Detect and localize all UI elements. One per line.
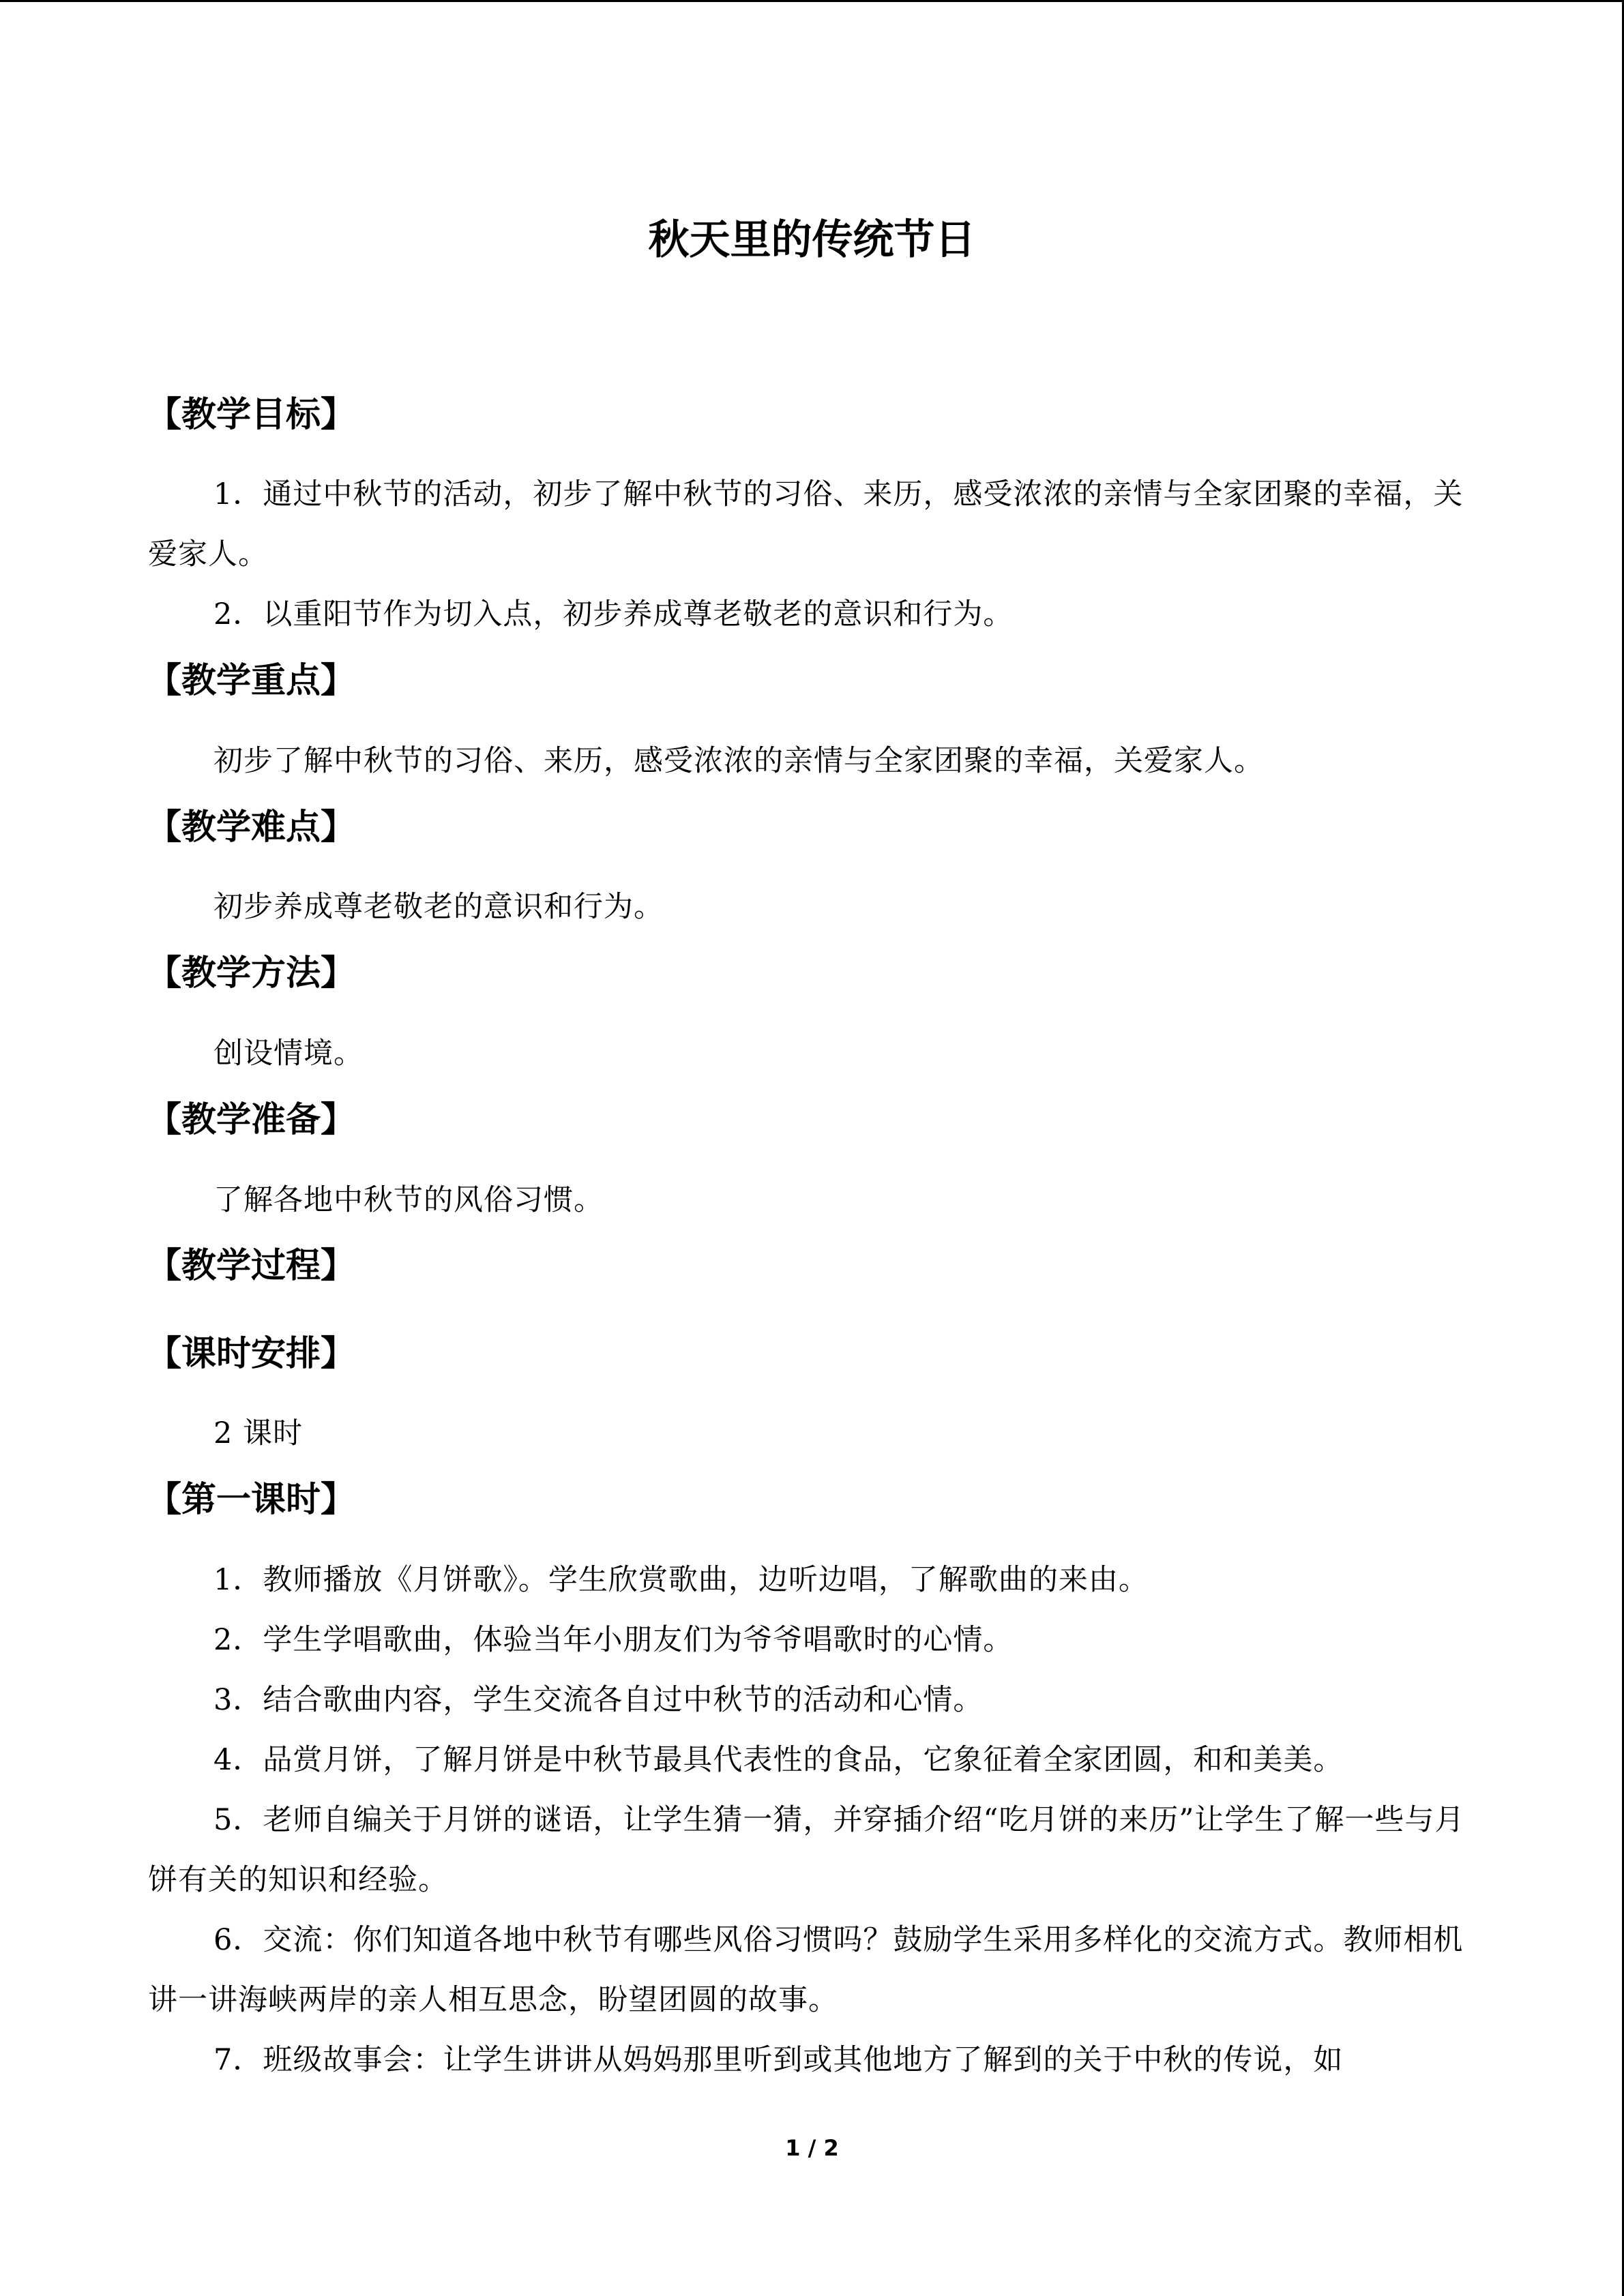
heading-process: 【教学过程】 bbox=[147, 1245, 356, 1286]
goal-item-1: 1．通过中秋节的活动，初步了解中秋节的习俗、来历，感受浓浓的亲情与全家团聚的幸福，关爱家人。 bbox=[148, 477, 1464, 571]
preparation-text: 了解各地中秋节的风俗习惯。 bbox=[213, 1183, 604, 1217]
difficulties-text: 初步养成尊老敬老的意识和行为。 bbox=[213, 890, 664, 924]
schedule-text: 2 课时 bbox=[213, 1416, 304, 1450]
goal-item-2: 2．以重阳节作为切入点，初步养成尊老敬老的意识和行为。 bbox=[213, 597, 1014, 631]
heading-teaching-goals: 【教学目标】 bbox=[147, 394, 356, 435]
document-title: 秋天里的传统节日 bbox=[648, 216, 976, 264]
key-points-text: 初步了解中秋节的习俗、来历，感受浓浓的亲情与全家团聚的幸福，关爱家人。 bbox=[213, 744, 1264, 778]
lesson1-item-2: 2．学生学唱歌曲，体验当年小朋友们为爷爷唱歌时的心情。 bbox=[213, 1623, 1014, 1657]
heading-schedule: 【课时安排】 bbox=[147, 1333, 356, 1374]
lesson1-item-1: 1．教师播放《月饼歌》。学生欣赏歌曲，边听边唱，了解歌曲的来由。 bbox=[213, 1563, 1149, 1597]
lesson1-item-7: 7．班级故事会：让学生讲讲从妈妈那里听到或其他地方了解到的关于中秋的传说，如 bbox=[213, 2043, 1344, 2077]
heading-difficulties: 【教学难点】 bbox=[147, 807, 356, 848]
lesson1-item-4: 4．品赏月饼，了解月饼是中秋节最具代表性的食品，它象征着全家团圆，和和美美。 bbox=[213, 1743, 1344, 1777]
heading-lesson-1: 【第一课时】 bbox=[147, 1479, 356, 1520]
heading-methods: 【教学方法】 bbox=[147, 953, 356, 994]
lesson1-item-5: 5．老师自编关于月饼的谜语，让学生猜一猜，并穿插介绍“吃月饼的来历”让学生了解一些与月饼有关的知识和经验。 bbox=[148, 1803, 1465, 1897]
page-number: 1 / 2 bbox=[785, 2135, 839, 2161]
lesson1-item-6: 6．交流：你们知道各地中秋节有哪些风俗习惯吗？鼓励学生采用多样化的交流方式。教师相机讲一讲海峡两岸的亲人相互思念，盼望团圆的故事。 bbox=[148, 1923, 1464, 2017]
lesson1-item-3: 3．结合歌曲内容，学生交流各自过中秋节的活动和心情。 bbox=[213, 1683, 984, 1717]
heading-preparation: 【教学准备】 bbox=[147, 1099, 356, 1140]
heading-key-points: 【教学重点】 bbox=[147, 660, 356, 701]
methods-text: 创设情境。 bbox=[213, 1037, 364, 1071]
